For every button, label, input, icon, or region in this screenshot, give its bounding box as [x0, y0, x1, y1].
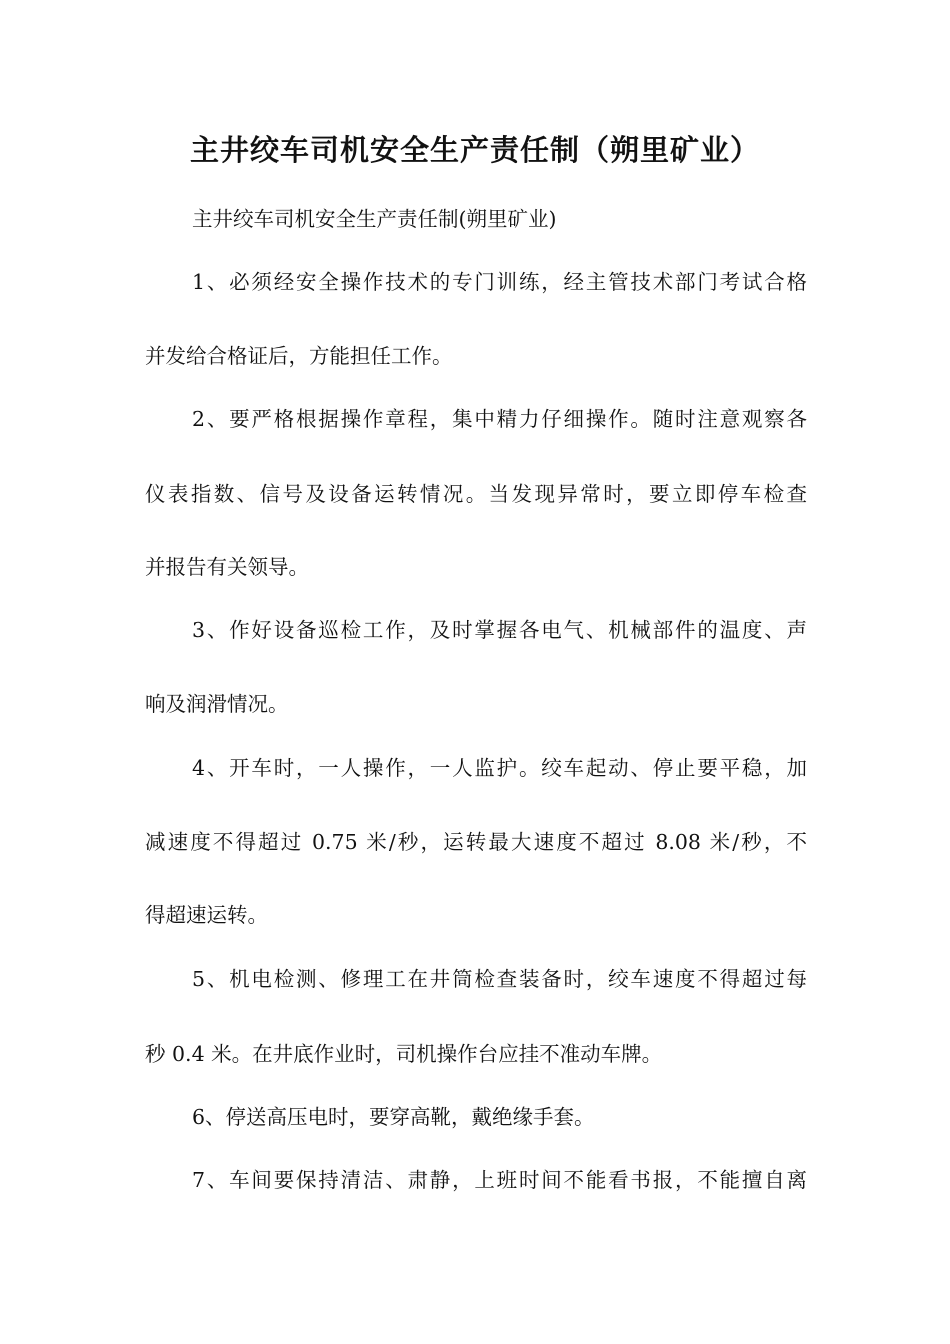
paragraph-4-line-1: 4、开车时，一人操作，一人监护。绞车起动、停止要平稳，加 [192, 756, 807, 780]
paragraph-6-line-1: 6、停送高压电时，要穿高靴，戴绝缘手套。 [192, 1105, 595, 1129]
paragraph-1-line-1: 1、必须经安全操作技术的专门训练，经主管技术部门考试合格 [192, 270, 807, 294]
document-subtitle: 主井绞车司机安全生产责任制(朔里矿业) [192, 207, 557, 231]
paragraph-4-line-2: 减速度不得超过 0.75 米/秒，运转最大速度不超过 8.08 米/秒，不 [145, 830, 807, 854]
paragraph-2-line-1: 2、要严格根据操作章程，集中精力仔细操作。随时注意观察各 [192, 407, 807, 431]
paragraph-5-line-1: 5、机电检测、修理工在井筒检查装备时，绞车速度不得超过每 [192, 967, 807, 991]
paragraph-2-line-3: 并报告有关领导。 [145, 555, 309, 579]
document-title: 主井绞车司机安全生产责任制（朔里矿业） [189, 133, 760, 167]
paragraph-4-line-3: 得超速运转。 [145, 903, 268, 927]
paragraph-5-line-2: 秒 0.4 米。在井底作业时，司机操作台应挂不准动车牌。 [145, 1042, 663, 1066]
paragraph-1-line-2: 并发给合格证后，方能担任工作。 [145, 344, 453, 368]
paragraph-3-line-1: 3、作好设备巡检工作，及时掌握各电气、机械部件的温度、声 [192, 618, 807, 642]
paragraph-2-line-2: 仪表指数、信号及设备运转情况。当发现异常时，要立即停车检查 [145, 482, 807, 506]
paragraph-7-line-1: 7、车间要保持清洁、肃静，上班时间不能看书报，不能擅自离 [192, 1168, 807, 1192]
paragraph-3-line-2: 响及润滑情况。 [145, 692, 289, 716]
